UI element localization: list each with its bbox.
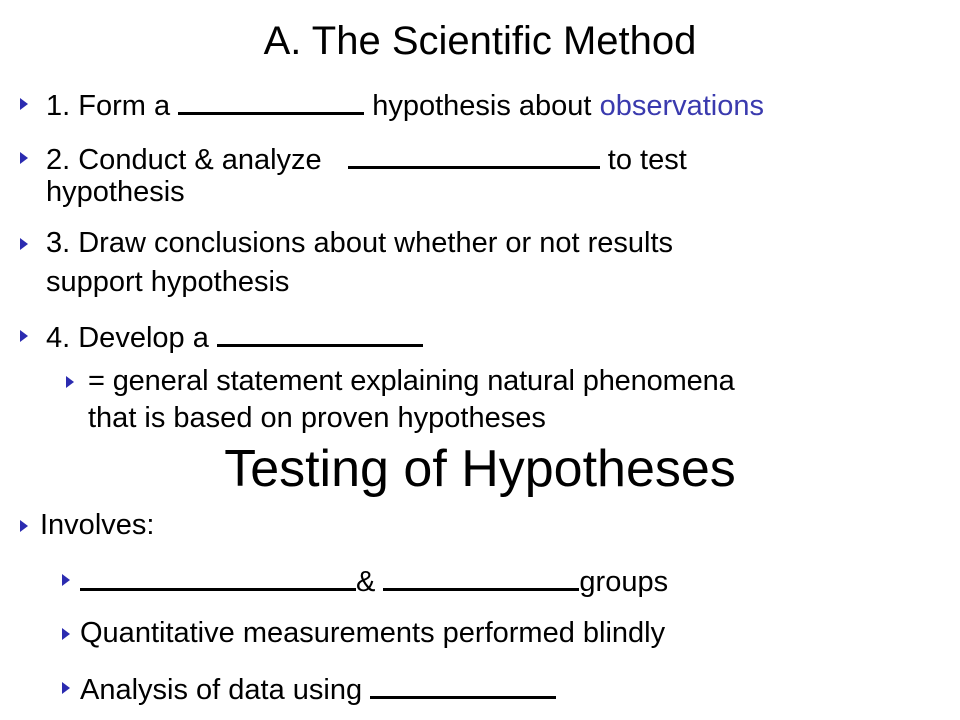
slide-title: A. The Scientific Method	[263, 19, 697, 63]
step-4-text: 4. Develop a	[46, 322, 209, 354]
sub-bullet-icon	[62, 682, 70, 694]
step-4-sub-line-2: that is based on proven hypotheses	[88, 402, 546, 434]
step-2-cont: hypothesis	[46, 176, 185, 208]
blank-line	[178, 86, 364, 115]
sub-bullet-icon	[62, 574, 70, 586]
involves-label: Involves:	[40, 509, 155, 541]
step-2-text: 2. Conduct & analyze	[46, 144, 322, 176]
step-4-sub-line-1: = general statement explaining natural phenomena	[88, 365, 735, 397]
blank-line	[383, 562, 579, 591]
step-3-line-2: support hypothesis	[46, 266, 290, 298]
step-2	[46, 140, 687, 178]
bullet-icon	[20, 238, 28, 250]
blank-line	[80, 562, 356, 591]
step-2-text-cont: to test	[607, 144, 687, 176]
bullet-icon	[20, 98, 28, 110]
quantitative-item: Quantitative measurements performed blindly	[80, 617, 666, 649]
blank-line	[370, 670, 556, 699]
step-1-text-cont: hypothesis about	[372, 90, 592, 122]
step-1-text: 1. Form a	[46, 90, 171, 122]
bullet-icon	[20, 520, 28, 532]
sub-bullet-icon	[66, 376, 74, 388]
step-4	[46, 318, 423, 356]
section-title: Testing of Hypotheses	[224, 440, 736, 498]
ampersand: &	[356, 566, 376, 598]
blank-line	[217, 318, 423, 347]
bullet-icon	[20, 152, 28, 164]
groups-text: groups	[579, 566, 669, 598]
groups-item	[80, 562, 668, 600]
step-3-line-1: 3. Draw conclusions about whether or not results	[46, 227, 674, 259]
sub-bullet-icon	[62, 628, 70, 640]
analysis-text: Analysis of data using	[80, 674, 363, 706]
step-1	[46, 86, 764, 124]
highlight-observations: observations	[599, 90, 764, 122]
analysis-item	[80, 670, 556, 708]
blank-line	[348, 140, 600, 169]
bullet-icon	[20, 330, 28, 342]
